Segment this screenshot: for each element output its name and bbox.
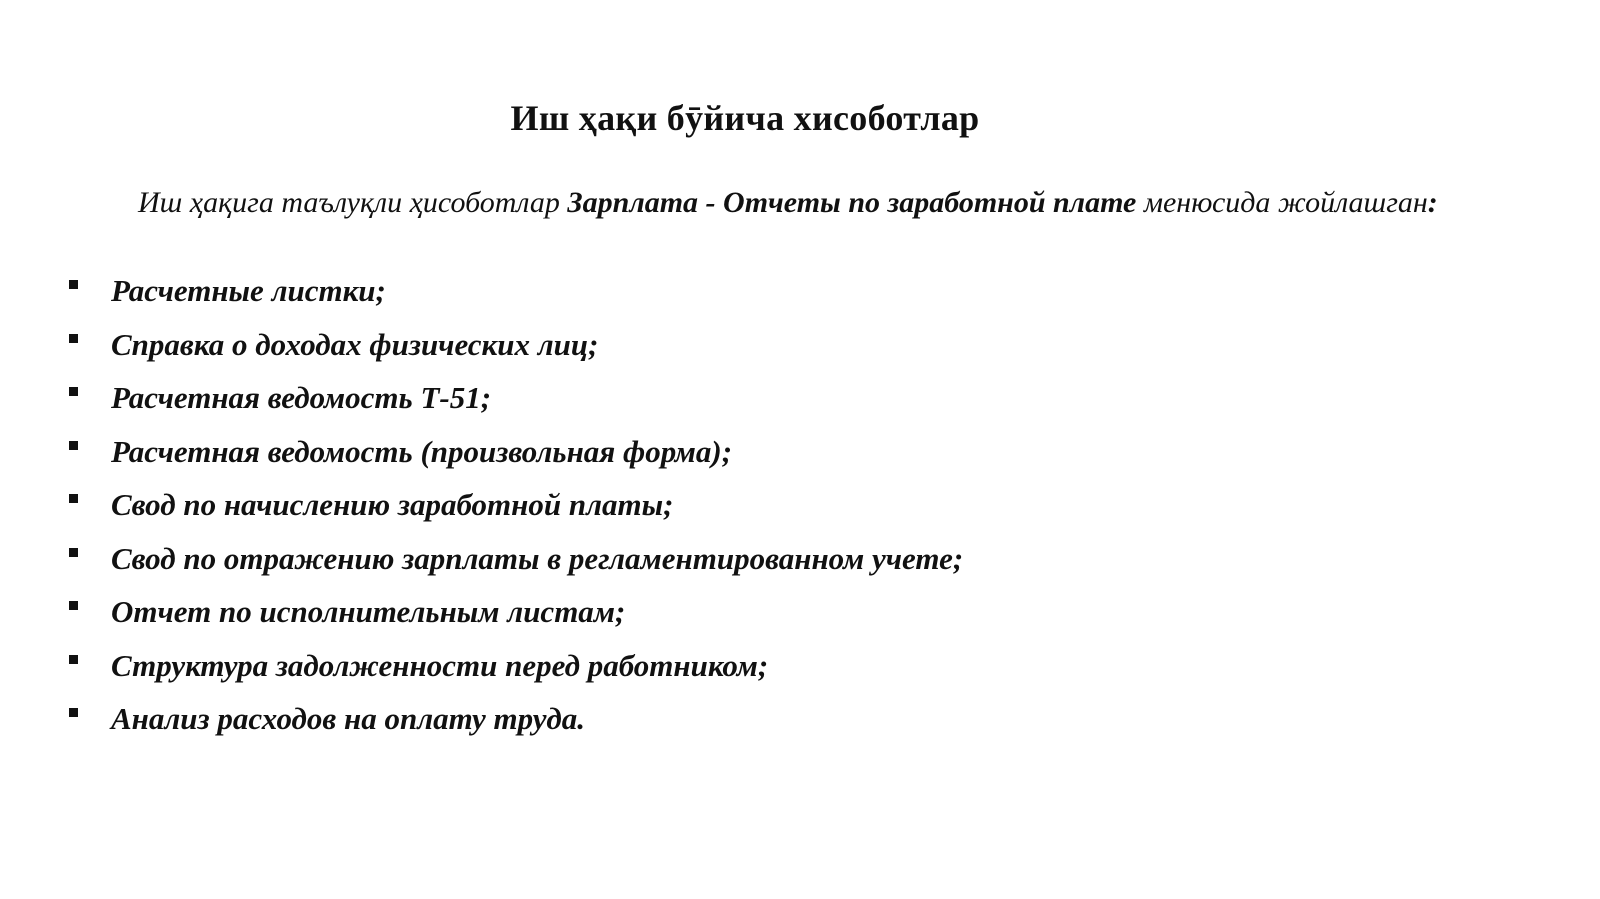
square-bullet-icon — [69, 601, 78, 610]
intro-prefix: Иш ҳақига таълуқли ҳисоботлар — [138, 186, 568, 219]
square-bullet-icon — [69, 334, 78, 343]
menu-path: Зарплата - Отчеты по заработной плате — [567, 186, 1137, 219]
square-bullet-icon — [69, 548, 78, 557]
intro-colon: : — [1427, 186, 1438, 219]
list-item-text: Отчет по исполнительным листам; — [111, 594, 626, 629]
intro-paragraph — [80, 180, 1520, 226]
list-item-text: Структура задолженности перед работником; — [111, 647, 769, 683]
square-bullet-icon — [69, 655, 78, 664]
list-item-text: Анализ расходов на оплату труда. — [111, 701, 585, 736]
square-bullet-icon — [69, 441, 78, 450]
list-item-text: Справка о доходах физических лиц; — [111, 326, 599, 362]
square-bullet-icon — [69, 494, 78, 503]
square-bullet-icon — [69, 280, 78, 289]
list-item-text: Расчетная ведомость Т-51; — [111, 380, 492, 415]
list-item-text: Свод по отражению зарплаты в регламентированном учете; — [111, 540, 964, 576]
intro-suffix: менюсида жойлашган — [1136, 186, 1428, 219]
list-item-text: Свод по начислению заработной платы; — [111, 487, 674, 522]
square-bullet-icon — [69, 387, 78, 396]
square-bullet-icon — [69, 708, 78, 717]
slide-title: Иш ҳақи бӯйича хисоботлар — [510, 98, 980, 138]
list-item-text: Расчетные листки; — [111, 273, 386, 308]
list-item-text: Расчетная ведомость (произвольная форма); — [111, 433, 733, 469]
